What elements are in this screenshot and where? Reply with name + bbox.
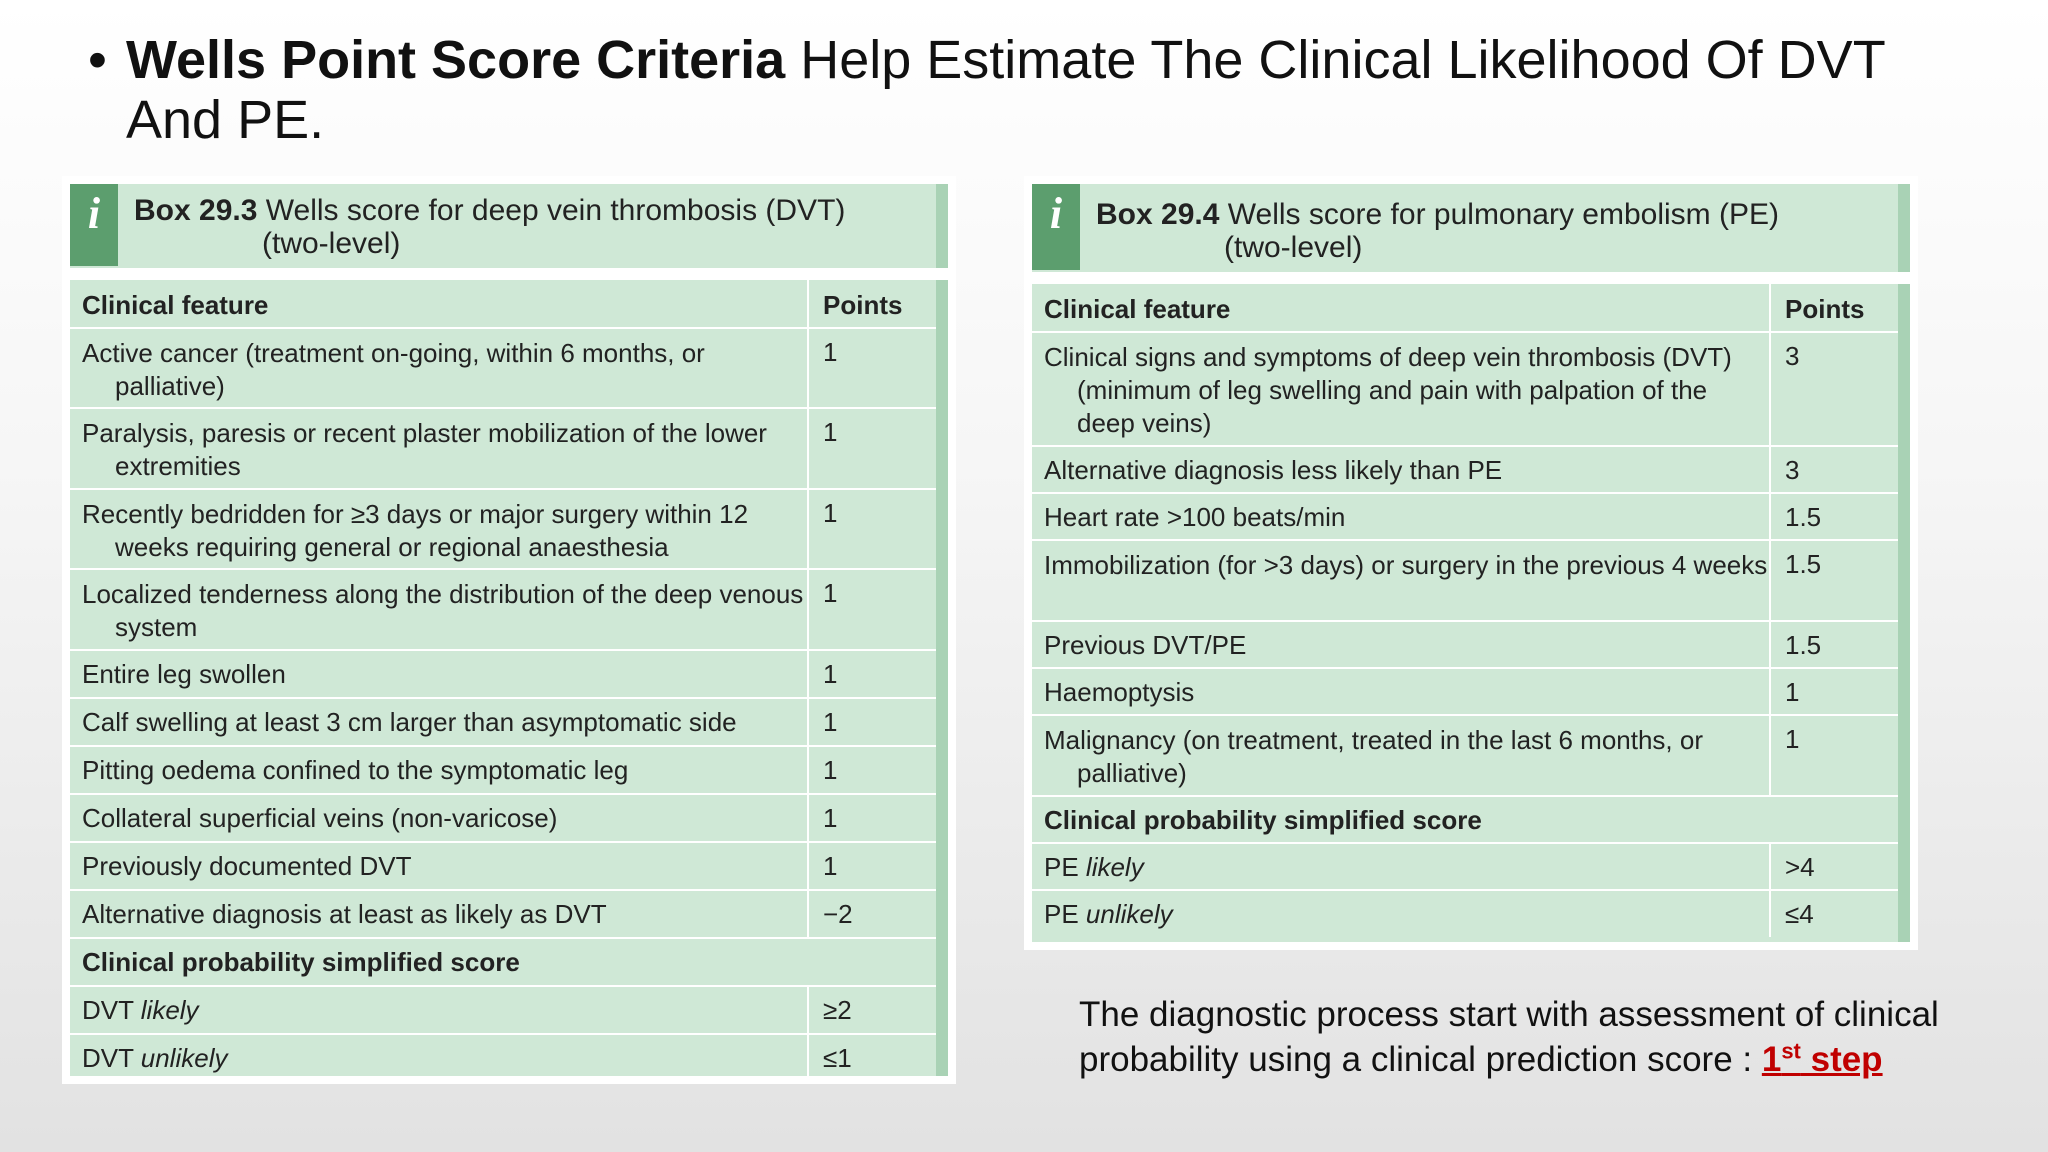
table-row: [1032, 890, 1898, 937]
step-word: step: [1800, 1040, 1883, 1079]
pe-box-title-line2: (two-level): [1224, 231, 1363, 264]
row-points: −2: [823, 899, 853, 929]
footer-text: [1079, 992, 2039, 1082]
table-row: [1032, 493, 1898, 540]
pe-score-table: [1032, 284, 1898, 937]
header-points: Points: [1785, 294, 1865, 324]
table-row: [70, 650, 936, 698]
probability-heading: Clinical probability simplified score: [1044, 805, 1482, 835]
probability-italic: likely: [140, 995, 199, 1025]
row-points: 1: [823, 578, 838, 608]
dvt-box-inner: [70, 184, 948, 1076]
row-points: 1: [823, 707, 838, 737]
row-points: 1.5: [1785, 502, 1822, 532]
row-feature: Paralysis, paresis or recent plaster mobilization of the lower extremities: [70, 408, 808, 489]
dvt-box-title-line2: (two-level): [262, 227, 401, 260]
probability-points: >4: [1785, 852, 1815, 882]
info-icon: i: [1032, 184, 1080, 270]
table-row: [70, 794, 936, 842]
row-points: 1: [823, 803, 838, 833]
title-bold: Wells Point Score Criteria: [126, 30, 786, 90]
row-points: 1: [823, 417, 838, 447]
row-feature: Previously documented DVT: [70, 842, 808, 890]
title-text: [126, 30, 1988, 150]
pe-box-number: Box 29.4: [1096, 198, 1220, 231]
dvt-score-table: [70, 280, 936, 1082]
probability-label: [1032, 890, 1770, 937]
row-feature: Active cancer (treatment on-going, within 6 months, or palliative): [70, 328, 808, 408]
info-icon: i: [70, 184, 118, 266]
table-header-row: [70, 280, 936, 328]
row-feature: Malignancy (on treatment, treated in the last 6 months, or palliative): [1032, 715, 1770, 796]
row-points: 1: [823, 659, 838, 689]
row-points: 1.5: [1785, 630, 1822, 660]
row-feature: Calf swelling at least 3 cm larger than asymptomatic side: [70, 698, 808, 746]
probability-points: ≤4: [1785, 899, 1814, 929]
row-feature: Recently bedridden for ≥3 days or major surgery within 12 weeks requiring general or regional anaesthesia: [70, 489, 808, 569]
row-feature: Entire leg swollen: [70, 650, 808, 698]
dvt-box-title: [118, 184, 845, 268]
dvt-box-title-line1: Wells score for deep vein thrombosis (DVT): [257, 194, 846, 227]
row-points: 1: [823, 337, 838, 367]
row-feature: Alternative diagnosis at least as likely as DVT: [70, 890, 808, 938]
table-row: [1032, 540, 1898, 621]
probability-italic: unlikely: [1085, 899, 1173, 929]
probability-points: ≤1: [823, 1043, 852, 1073]
step-number: 1: [1761, 1040, 1782, 1079]
pe-box-inner: [1032, 184, 1910, 942]
table-row: [1032, 446, 1898, 493]
pe-box-title-line1: Wells score for pulmonary embolism (PE): [1219, 198, 1780, 231]
probability-prefix: PE: [1044, 899, 1079, 929]
probability-label: [1032, 843, 1770, 890]
probability-heading-row: [70, 938, 936, 986]
pe-box-right-bar: [1898, 184, 1910, 942]
first-step-label: [1762, 1040, 1883, 1079]
header-points: Points: [823, 290, 903, 320]
step-superscript: st: [1781, 1038, 1801, 1064]
table-row: [70, 698, 936, 746]
table-header-row: [1032, 284, 1898, 332]
table-row: [1032, 843, 1898, 890]
row-feature: Clinical signs and symptoms of deep vein thrombosis (DVT) (minimum of leg swelling and pain with palpation of the deep veins): [1032, 332, 1770, 446]
row-points: 1.5: [1785, 549, 1822, 579]
dvt-box-right-bar: [936, 184, 948, 1076]
pe-score-box: [1024, 176, 1918, 950]
row-points: 1: [1785, 724, 1800, 754]
row-feature: Immobilization (for >3 days) or surgery in the previous 4 weeks: [1032, 540, 1770, 621]
probability-points: ≥2: [823, 995, 852, 1025]
footer-sentence: The diagnostic process start with assessment of clinical probability using a clinical prediction score :: [1079, 995, 1939, 1079]
table-row: [70, 408, 936, 489]
probability-prefix: PE: [1044, 852, 1079, 882]
pe-box-title: [1080, 184, 1779, 272]
dvt-box-header: [70, 184, 948, 280]
row-feature: Haemoptysis: [1032, 668, 1770, 715]
probability-label: [70, 1034, 808, 1082]
table-row: [70, 890, 936, 938]
probability-prefix: DVT: [82, 995, 134, 1025]
table-row: [1032, 332, 1898, 446]
probability-heading-row: [1032, 796, 1898, 843]
probability-label: [70, 986, 808, 1034]
table-row: [1032, 621, 1898, 668]
row-points: 1: [823, 755, 838, 785]
row-points: 3: [1785, 341, 1800, 371]
row-feature: Collateral superficial veins (non-varicose): [70, 794, 808, 842]
table-row: [1032, 715, 1898, 796]
slide-title: [88, 30, 1988, 150]
row-feature: Localized tenderness along the distribution of the deep venous system: [70, 569, 808, 650]
header-feature: Clinical feature: [1032, 284, 1770, 332]
table-row: [70, 746, 936, 794]
row-feature: Previous DVT/PE: [1032, 621, 1770, 668]
row-points: 1: [1785, 677, 1800, 707]
dvt-box-number: Box 29.3: [134, 194, 258, 227]
table-row: [70, 842, 936, 890]
row-feature: Pitting oedema confined to the symptomatic leg: [70, 746, 808, 794]
probability-prefix: DVT: [82, 1043, 134, 1073]
table-row: [70, 489, 936, 569]
row-feature: Alternative diagnosis less likely than PE: [1032, 446, 1770, 493]
pe-box-header: [1032, 184, 1910, 284]
title-bullet: •: [88, 30, 107, 90]
table-row: [70, 986, 936, 1034]
table-row: [70, 1034, 936, 1082]
probability-italic: likely: [1085, 852, 1144, 882]
row-points: 1: [823, 498, 838, 528]
row-points: 1: [823, 851, 838, 881]
table-row: [1032, 668, 1898, 715]
row-points: 3: [1785, 455, 1800, 485]
probability-italic: unlikely: [140, 1043, 228, 1073]
row-feature: Heart rate >100 beats/min: [1032, 493, 1770, 540]
table-row: [70, 328, 936, 408]
probability-heading: Clinical probability simplified score: [82, 947, 520, 977]
dvt-score-box: [62, 176, 956, 1084]
header-feature: Clinical feature: [70, 280, 808, 328]
title-rest: Help Estimate The Clinical Likelihood Of DVT And PE.: [126, 30, 1885, 150]
table-row: [70, 569, 936, 650]
